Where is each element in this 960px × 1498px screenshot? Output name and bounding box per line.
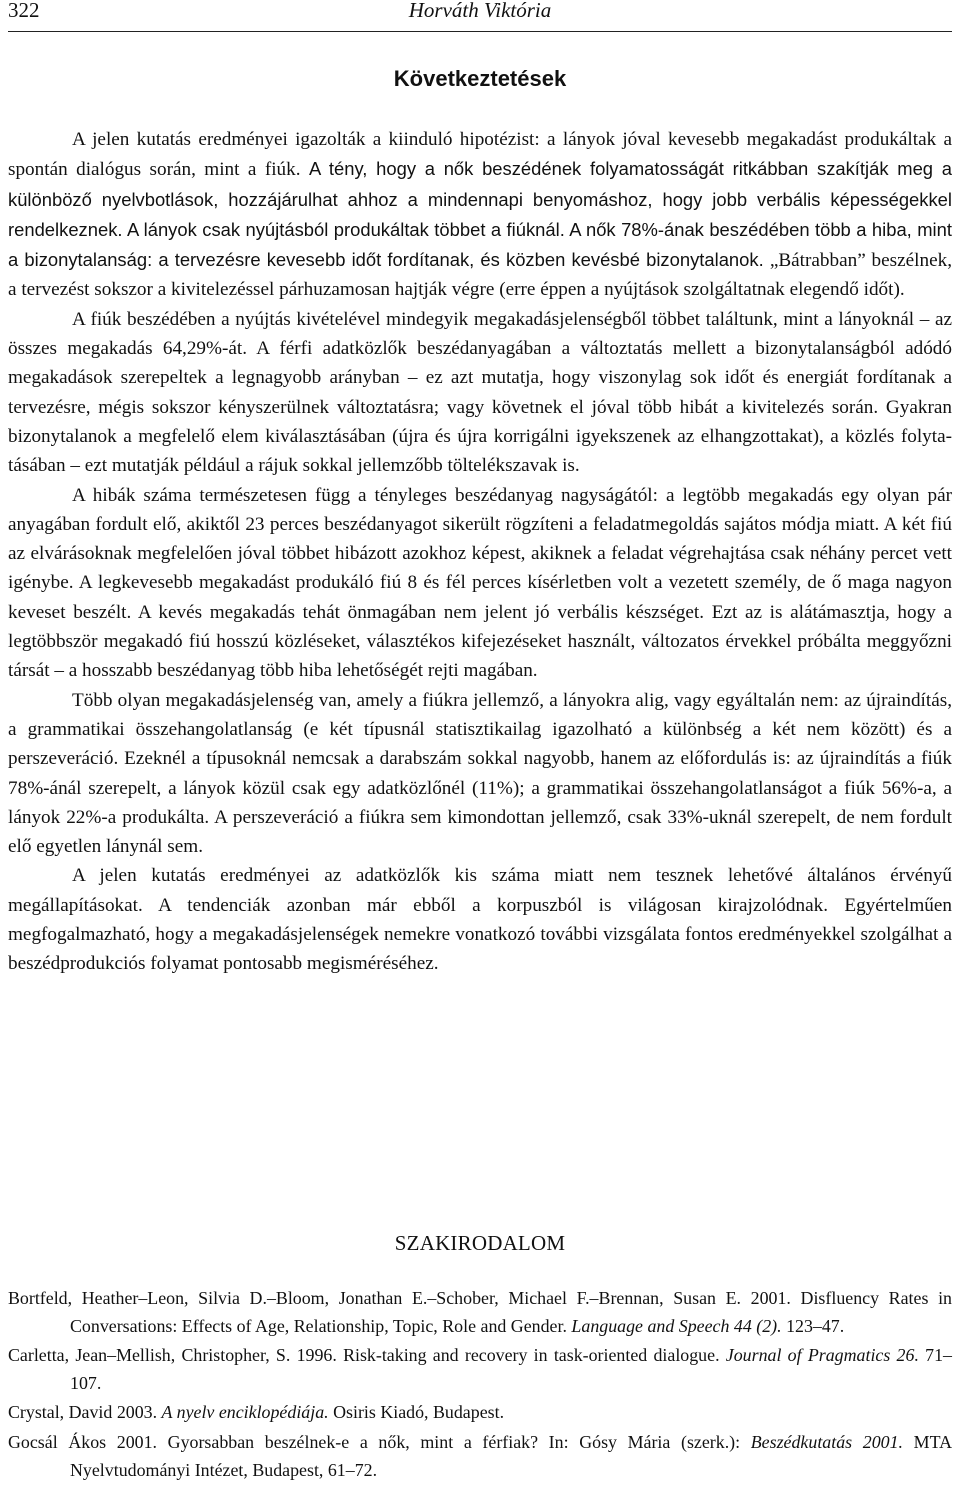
references-list <box>8 1285 952 1486</box>
reference-tail: 71–107. <box>70 1345 952 1393</box>
reference-lead: Bortfeld, Heather–Leon, Silvia D.–Bloom, Jonathan E.–Schober, Michael F.–Brennan, Susan E. 2001. Disfluency Rates in Conversations: Effects of Age, Relationship, Topic, Role and Gender. <box>8 1288 952 1336</box>
sentence: A jelen kutatás eredményei igazolták a kiinduló hipotézist: a lányok jóval kevesebb megakadást produkáltak a spontán dialógus során, mint a fiúk. <box>8 129 952 181</box>
sentence: A lányok csak nyújtásból produkáltak többet a fiúknál. <box>126 218 570 240</box>
sentence: A nők 78%-ának beszédében több a hiba, mint a bizonytalanság: a tervezésre kevesebb időt fordítanak, és közben kevésbé bizonytalanok. <box>8 218 952 271</box>
sentence: „Bátrabban” beszélnek, a tervezést sokszor a kivitelezéssel párhuzamosan hajtják végre (erre éppen a nyújtások szolgáltatnak elegendő időt). <box>8 250 953 301</box>
reference-lead: Gocsál Ákos 2001. Gyorsabban beszélnek-e a nők, mint a férfiak? In: Gósy Mária (szerk.): <box>8 1431 751 1452</box>
reference-tail: Osiris Kiadó, Budapest. <box>328 1402 505 1423</box>
reference-item <box>8 1342 952 1397</box>
reference-tail: MTA Nyelvtudományi Intézet, Budapest, 61–72. <box>70 1431 952 1480</box>
paragraph: Több olyan megakadásjelenség van, amely a fiúkra jellemző, a lányokra alig, vagy egyáltalán nem: az újraindítás, a grammatikai összehangolatlanság (e két típusnál statisztikailag igazolható a különbség a két nem között) és a perszeveráció. Ezeknél a típusoknál nemcsak a darabszám sokkal nagyobb, hanem az előfordulás is: az újraindítás a fiúk 78%-ánál szerepelt, a lányok közül csak egy adatközlőnél (11%); a grammatikai összehangolatlanságot a fiúk 56%-a, a lányok 22%-a produkálta. A perszeveráció a fiúkra sem kimondottan jellemző, csak 33%-uknál szerepelt, de nem fordult elő egyetlen lánynál sem. <box>8 689 952 858</box>
paragraph: A hibák száma természetesen függ a tényleges beszédanyag nagyságától: a legtöbb megakadás egy olyan pár anyagában fordult elő, akiktől 23 perces beszédanyagot sikerült rögzíteni a feladatmegoldás sajátos módja miatt. A két fiú az elvárásoknak megfelelően jóval többet hibázott azokhoz képest, akiknek a feladat végrehajtása csak néhány percet vett igénybe. A legkevesebb megakadást produkáló fiú 8 és fél perces kísérletben volt a vezetett személy, de ő maga nagyon keveset beszélt. A kevés megakadás tehát önmagában nem jelent jó verbális készséget. Ezt az is alátámasztja, hogy a legtöbbször megakadó fiú hosszú közléseket, választékos kifejezéseket használt, változatos érvekkel próbálta meggyőzni társát – a hosszabb beszédanyag több hiba lehetőségét rejti magában. <box>8 484 952 682</box>
reference-journal: Beszédkutatás 2001. <box>750 1431 904 1452</box>
reference-item <box>8 1429 952 1484</box>
reference-item <box>8 1285 952 1340</box>
reference-tail: 123–47. <box>781 1315 845 1336</box>
paragraph: A fiúk beszédében a nyújtás kivételével mindegyik megakadásjelenségből többet találtunk, mint a lányoknál – az összes megakadás 64,29%-át. A férfi adatközlők beszédanyagában a változtatás mellett a bizonytalanságból adódó megakadások szerepeltek a legnagyobb arányban – ez azt mutatja, hogy viszonylag sok időt és energiát fordítanak a tervezésre, mégis sokszor kényszerülnek változtatásra; vagy követnek el jóval több hibát a kivitelezés során. Gyakran bizonytalanok a megfelelő elem kiválasztásában (újra és újra korrigálni igyekszenek az elhangzottakat), a közlés folytatásában – ezt mutatják például a rájuk sokkal jellemzőbb töltelékszavak is. <box>8 308 952 477</box>
section-title: Következtetések <box>393 66 567 91</box>
paragraph <box>8 125 952 305</box>
reference-lead: Carletta, Jean–Mellish, Christopher, S. 1996. Risk-taking and recovery in task-oriented dialogue. <box>8 1345 726 1366</box>
references-heading: SZAKIRODALOM <box>394 1231 566 1255</box>
reference-journal: A nyelv enciklopédiája. <box>161 1402 329 1423</box>
reference-journal: Journal of Pragmatics 26. <box>725 1345 919 1366</box>
running-header <box>8 0 952 32</box>
paragraph: A jelen kutatás eredményei az adatközlők kis száma miatt nem tesznek lehetővé általános érvényű megállapításokat. A tendenciák azonban már ebből a korpuszból is világosan kirajzolódnak. Egyértelműen megfogalmazható, hogy a megakadásjelenségek nemekre vonatkozó további vizsgálata fontos eredményekkel szolgálhat a beszédprodukciós folyamat pontosabb megisméréséhez. <box>8 865 952 975</box>
page-number: 322 <box>8 0 40 22</box>
running-author: Horváth Viktória <box>408 0 552 22</box>
reference-item <box>8 1399 952 1427</box>
reference-lead: Crystal, David 2003. <box>8 1402 162 1423</box>
reference-journal: Language and Speech 44 (2). <box>571 1315 782 1336</box>
sentence: A tény, hogy a nők beszédének folyamatosságát ritkábban szakítják meg a különböző nyelvbotlások, hozzájárulhat ahhoz a mindennapi benyomáshoz, hogy jobb verbális képességekkel rendelkeznek. <box>8 158 952 240</box>
body-text <box>8 125 952 979</box>
